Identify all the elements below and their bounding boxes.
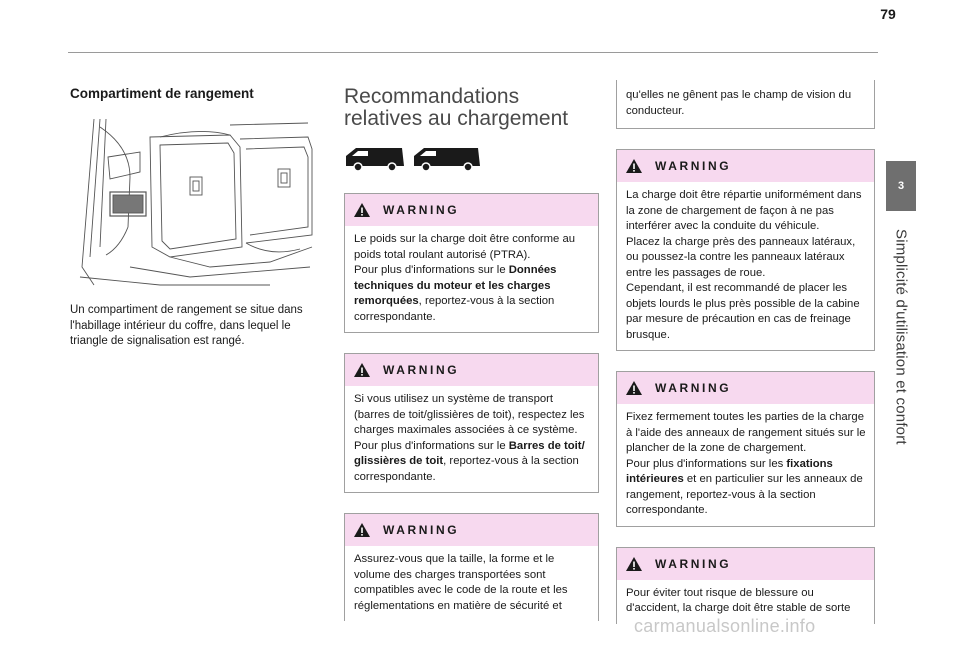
storage-compartment-illustration [70, 117, 315, 287]
warning-triangle-icon [625, 556, 643, 572]
warning-box-4 [616, 149, 875, 351]
van-icons [344, 144, 484, 174]
warning-label: WARNING [383, 203, 460, 217]
warning-header [617, 372, 874, 404]
warning-box-5 [616, 371, 875, 527]
warning-triangle-icon [353, 522, 371, 538]
warning-text: Fixez fermement toutes les parties de la charge à l'aide des anneaux de rangement situés sur le plancher de la zone de chargement. Pour plus d'informations sur les fixations intérieures et en particulier sur les anneaux de rangement, reportez-vous à la section correspondante. [626, 411, 866, 516]
warning-label: WARNING [655, 381, 732, 395]
warning-header [345, 514, 598, 546]
middle-column [344, 86, 599, 621]
warning-triangle-icon [353, 362, 371, 378]
storage-description: Un compartiment de rangement se situe dans l'habillage intérieur du coffre, dans lequel le triangle de signalisation est rangé. [70, 304, 303, 347]
warning-text: Le poids sur la charge doit être conforme au poids total roulant autorisé (PTRA). Pour plus d'informations sur le Données techniques du moteur et les charges remorquées, reportez-vous à la section correspondante. [354, 233, 576, 323]
warning-triangle-icon [625, 158, 643, 174]
warning-header [617, 150, 874, 182]
left-column [70, 86, 315, 350]
right-column [616, 80, 875, 624]
chapter-tab-title[interactable] [886, 214, 916, 460]
warning-text: La charge doit être répartie uniformément dans la zone de chargement de façon à ne pas interférer avec la conduite du véhicule. Placez la charge près des panneaux latéraux, ou poussez-la contre les panneaux latéraux entre les passages de roue. Cependant, il est recommandé de placer les objets lourds le plus près possible de la cabine par mesure de précaution en cas de freinage brusque. [626, 189, 862, 341]
warning-box-3 [344, 513, 599, 621]
warning-label: WARNING [655, 159, 732, 173]
title-line-2: relatives au chargement [344, 107, 569, 130]
warning-continuation [616, 80, 875, 129]
chapter-tab-number[interactable]: 3 [886, 161, 916, 211]
warning-label: WARNING [655, 556, 732, 571]
loading-recommendations-title [344, 86, 599, 130]
warning-triangle-icon [625, 380, 643, 396]
warning-header [345, 354, 598, 386]
warning-text: Assurez-vous que la taille, la forme et le volume des charges transportées sont compatibles avec le code de la route et les réglementations en matière de sécurité et [354, 553, 568, 612]
page-number: 79 [880, 6, 896, 22]
warning-triangle-icon [353, 202, 371, 218]
continuation-text: qu'elles ne gênent pas le champ de vision du conducteur. [626, 89, 852, 117]
storage-section-title: Compartiment de rangement [70, 86, 254, 101]
short-van-icon [346, 148, 404, 171]
warning-label: WARNING [383, 363, 460, 377]
warning-box-6 [616, 547, 875, 624]
warning-text: Si vous utilisez un système de transport (barres de toit/glissières de toit), respectez les charges maximales associées à ce système. Pour plus d'informations sur le Barres de toit/ glissières de toit, reportez-vous à la section correspondante. [354, 393, 585, 483]
warning-text: Pour éviter tout risque de blessure ou d'accident, la charge doit être stable de sorte [626, 586, 851, 614]
long-van-icon [414, 148, 480, 171]
header-rule [68, 52, 878, 53]
chapter-title-text: Simplicité d'utilisation et confort [892, 229, 910, 445]
warning-header [345, 194, 598, 226]
warning-header [617, 548, 874, 580]
title-line-1: Recommandations [344, 85, 520, 108]
warning-label: WARNING [383, 523, 460, 537]
watermark: carmanualsonline.info [634, 616, 816, 636]
warning-box-1 [344, 193, 599, 333]
warning-box-2 [344, 353, 599, 493]
